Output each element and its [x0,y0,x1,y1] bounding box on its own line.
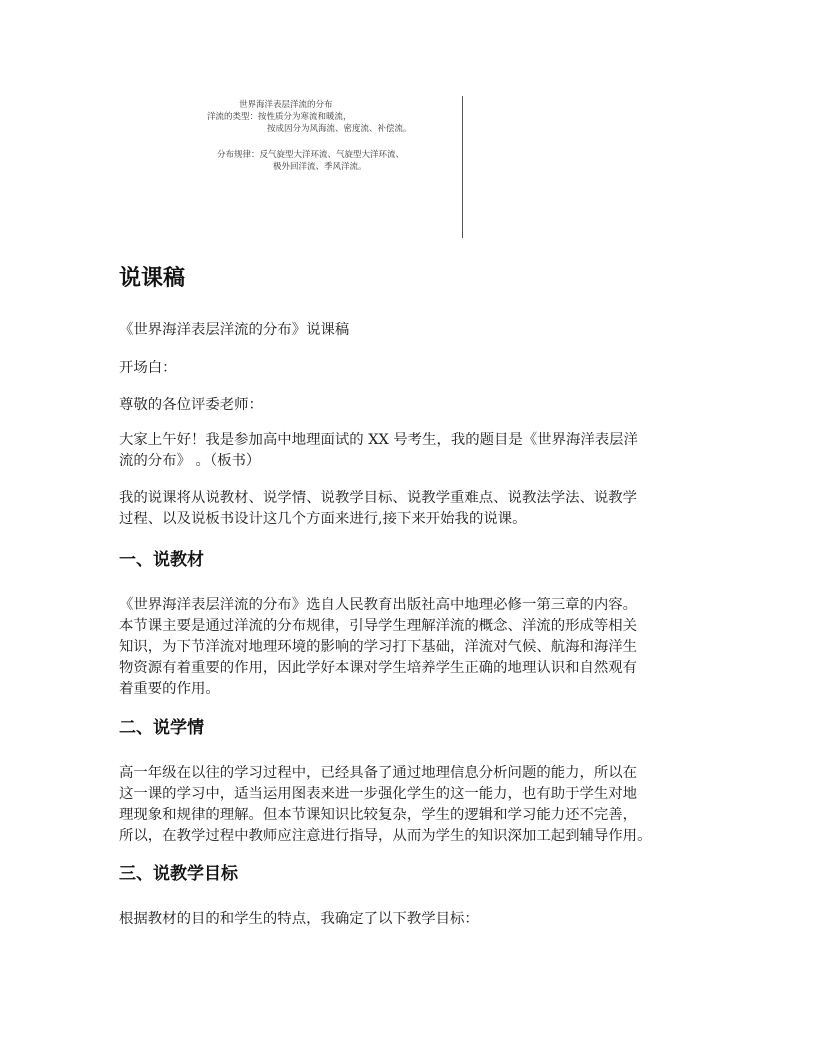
textbook-line: 本节课主要是通过洋流的分布规律，引导学生理解洋流的概念、洋流的形成等相关 [119,618,638,634]
textbook-line: 物资源有着重要的作用，因此学好本课对学生培养学生正确的地理认识和自然观有 [119,660,638,676]
document-title: 说课稿 [119,266,186,291]
section-heading-students: 二、说学情 [119,718,204,738]
greeting: 尊敬的各位评委老师： [119,397,263,413]
textbook-line: 知识，为下节洋流对地理环境的影响的学习打下基础，洋流对气候、航海和海洋生 [119,639,638,655]
textbook-line: 着重要的作用。 [119,681,220,697]
outline-line: 我的说课将从说教材、说学情、说教学目标、说教学重难点、说教法学法、说教学 [119,490,638,506]
board-pattern-line-1: 分布规律：反气旋型大洋环流、气旋型大洋环流、 [217,150,405,160]
intro-line: 流的分布》 。（板书） [119,453,261,469]
students-line: 理现象和规律的理解。但本节课知识比较复杂，学生的逻辑和学习能力还不完善， [119,807,638,823]
intro-paragraph [119,430,709,472]
students-line: 这一课的学习中，适当运用图表来进一步强化学生的这一能力，也有助于学生对地 [119,786,638,802]
board-types-line-1: 洋流的类型：按性质分为寒流和暖流， [207,112,352,122]
board-pattern-line-2: 极外回洋流、季风洋流。 [273,162,367,172]
students-line: 高一年级在以往的学习过程中，已经具备了通过地理信息分析问题的能力，所以在 [119,765,638,781]
textbook-paragraph [119,595,709,700]
textbook-line: 《世界海洋表层洋流的分布》选自人民教育出版社高中地理必修一第三章的内容。 [119,597,638,613]
board-types-line-2: 按成因分为风海流、密度流、补偿流。 [267,124,412,134]
opening-label: 开场白： [119,360,177,376]
intro-line: 大家上午好！我是参加高中地理面试的 XX 号考生，我的题目是《世界海洋表层洋 [119,432,638,448]
board-title: 世界海洋表层洋流的分布 [239,100,333,110]
section-heading-textbook: 一、说教材 [119,550,204,570]
outline-line: 过程、以及说板书设计这几个方面来进行,接下来开始我的说课。 [119,511,527,527]
outline-paragraph [119,488,709,530]
goals-paragraph [119,909,709,930]
board-divider [462,96,463,238]
section-heading-goals: 三、说教学目标 [119,864,238,884]
board-design-image [195,96,465,238]
goals-line: 根据教材的目的和学生的特点，我确定了以下教学目标： [119,911,479,927]
students-line: 所以，在教学过程中教师应注意进行指导，从而为学生的知识深加工起到辅导作用。 [119,828,652,844]
students-paragraph [119,763,709,847]
document-subtitle: 《世界海洋表层洋流的分布》说课稿 [119,322,350,338]
